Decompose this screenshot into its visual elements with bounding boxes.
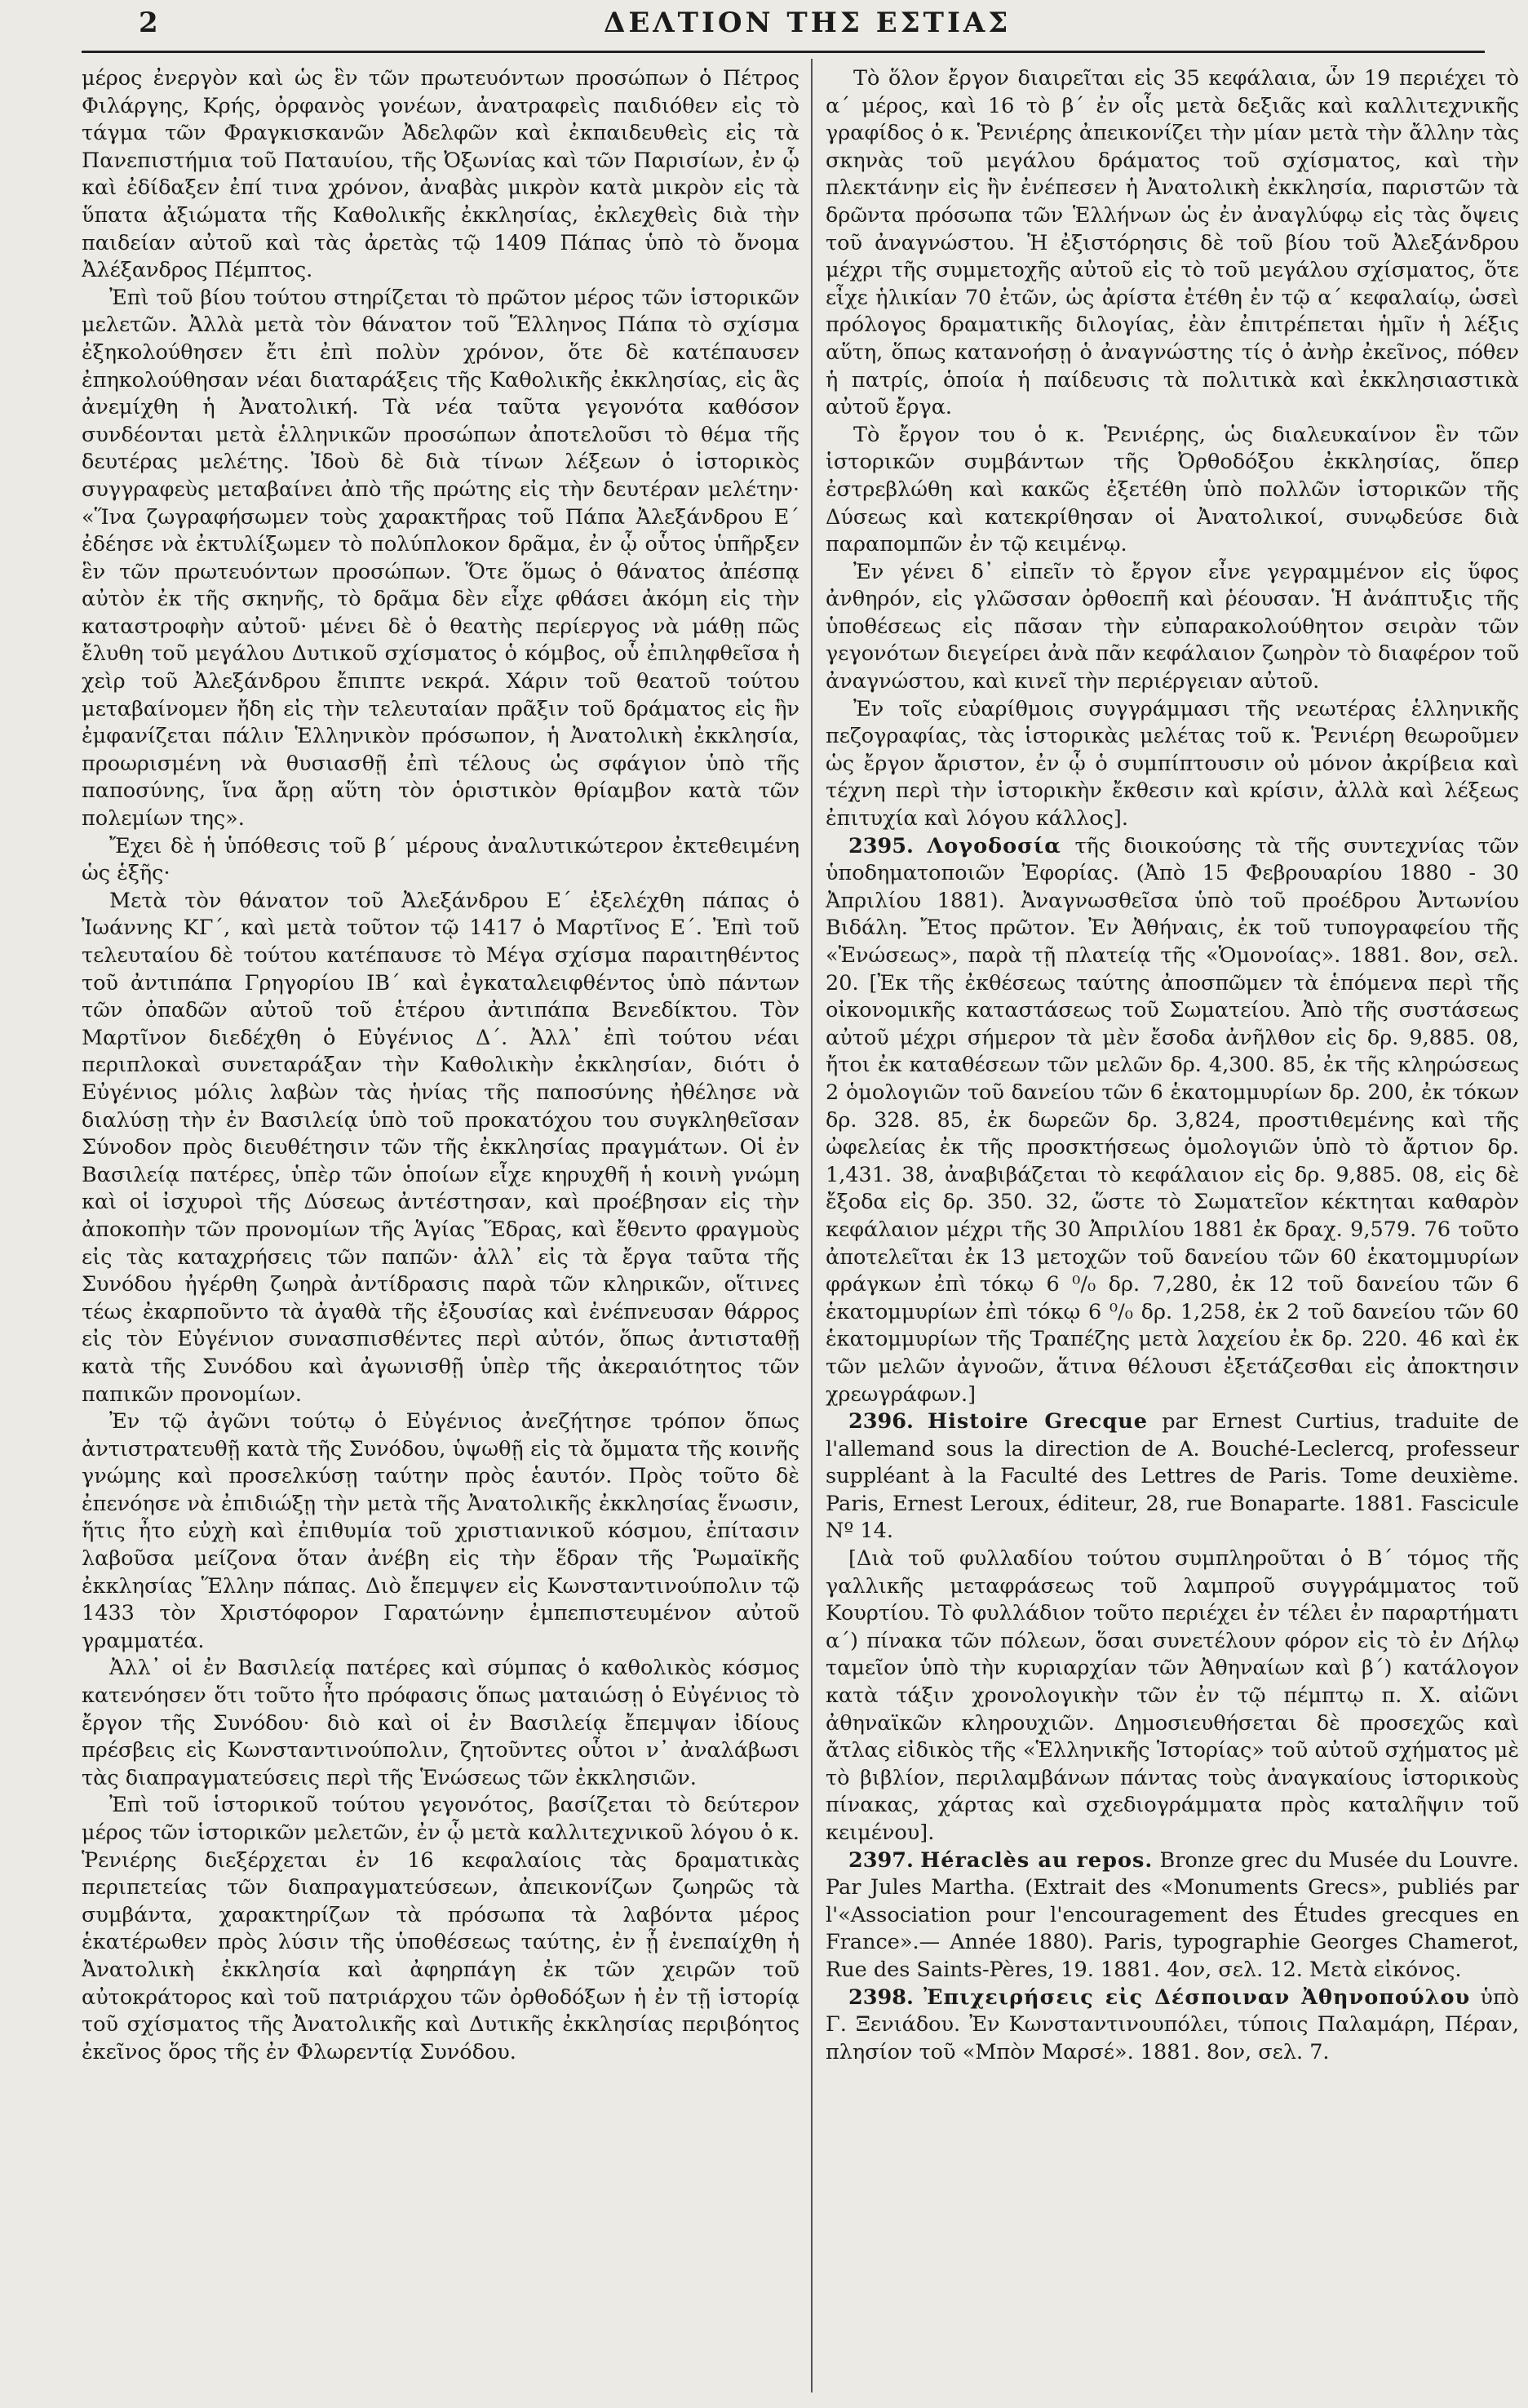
- bibliography-entry: [826, 1408, 1519, 1545]
- entry-title: Λογοδοσία: [927, 833, 1061, 858]
- entry-title: Ἐπιχειρήσεις εἰς Δέσποιναν Ἀθηνοπούλου: [923, 1984, 1471, 2010]
- paragraph: Ἐπὶ τοῦ ἱστορικοῦ τούτου γεγονότος, βασίζεται τὸ δεύτερον μέρος τῶν ἱστορικῶν μελετῶν, ἐν ᾧ μετὰ καλλιτεχνικοῦ λόγου ὁ κ. Ῥενιέρης διεξέρχεται ἐν 16 κεφαλαίοις τὰς δραματικὰς περιπετείας τῶν διαπραγματεύσεων, ἀπεικονίζων ζωηρῶς τὰ συμβάντα, χαρακτηρίζων τὰ πρόσωπα τὰ λαβόντα μέρος ἑκατέρωθεν πρὸς λύσιν τῆς ὑποθέσεως ταύτης, ἐν ᾗ ἐνεπαίχθη ἡ Ἀνατολικὴ ἐκκλησία καὶ ἀφηρπάγη ἐκ τῶν χειρῶν τοῦ αὐτοκράτορος καὶ τοῦ πατριάρχου τῶν ὀρθοδόξων ἡ ἐν τῇ ἱστορίᾳ τοῦ σχίσματος τῆς Ἀνατολικῆς καὶ Δυτικῆς ἐκκλησίας περιβόητος ἐκεῖνος ὅρος τῆς ἐν Φλωρεντίᾳ Συνόδου.: [82, 1793, 799, 2064]
- paragraph: Τὸ ὅλον ἔργον διαιρεῖται εἰς 35 κεφάλαια, ὧν 19 περιέχει τὸ α΄ μέρος, καὶ 16 τὸ β΄ ἐν οἷς μετὰ δεξιᾶς καὶ καλλιτεχνικῆς γραφίδος ὁ κ. Ῥενιέρης ἀπεικονίζει τὴν μίαν μετὰ τὴν ἄλλην τὰς σκηνὰς τοῦ μεγάλου δράματος τοῦ σχίσματος, καὶ τὴν πλεκτάνην εἰς ἣν ἐνέπεσεν ἡ Ἀνατολικὴ ἐκκλησία, παριστῶν τὰ δρῶντα πρόσωπα τῶν Ἑλλήνων ὡς ἐν ἀναγλύφῳ εἰς τὰς ὄψεις τοῦ ἀναγνώστου. Ἡ ἐξιστόρησις δὲ τοῦ βίου τοῦ Ἀλεξάνδρου μέχρι τῆς συμμετοχῆς αὐτοῦ εἰς τὸ τοῦ μεγάλου σχίσματος, ὅτε εἶχε ἡλικίαν 70 ἐτῶν, ὡς ἀρίστα ἐτέθη ἐν τῷ α΄ κεφαλαίῳ, ὡσεὶ πρόλογος δραματικῆς διλογίας, ἐὰν ἐπιτρέπεται ἡμῖν ἡ λέξις αὕτη, ὅπως κατανοήσῃ ὁ ἀναγνώστης τίς ὁ ἀνὴρ ἐκεῖνος, πόθεν ἡ πατρίς, ὁποία ἡ παίδευσις τὰ πολιτικὰ καὶ ἐκκλησιαστικὰ αὐτοῦ ἔργα.: [826, 66, 1519, 420]
- entry-body: par Ernest Curtius, traduite de l'allemand sous la direction de A. Bouché-Leclercq, professeur suppléant à la Faculté des Lettres de Paris. Tome deuxième. Paris, Ernest Leroux, éditeur, 28, rue Bonaparte. 1881. Fascicule Nº 14.: [826, 1409, 1519, 1544]
- bibliography-entry-note: [826, 1545, 1519, 1847]
- page-number: 2: [139, 7, 158, 39]
- entry-title: Histoire Grecque: [928, 1409, 1148, 1435]
- entry-number: 2396.: [848, 1409, 914, 1435]
- entry-title: Héraclès au repos.: [920, 1847, 1154, 1873]
- entry-number: 2395.: [848, 833, 914, 858]
- entry-number: 2397.: [848, 1847, 914, 1873]
- header-rule: [82, 51, 1485, 53]
- running-title: ΔΕΛΤΙΟΝ ΤΗΣ ΕΣΤΙΑΣ: [604, 7, 1012, 39]
- bibliography-entry: [826, 833, 1519, 1408]
- paragraph: μέρος ἐνεργὸν καὶ ὡς ἓν τῶν πρωτευόντων προσώπων ὁ Πέτρος Φιλάργης, Κρής, ὀρφανὸς γονέων, ἀνατραφεὶς παιδιόθεν εἰς τὸ τάγμα τῶν Φραγκισκανῶν Ἀδελφῶν καὶ ἐκπαιδευθεὶς εἰς τὰ Πανεπιστήμια τοῦ Παταυίου, τῆς Ὀξωνίας καὶ τῶν Παρισίων, ἐν ᾧ καὶ ἐδίδαξεν ἐπί τινα χρόνον, ἀναβὰς μικρὸν κατὰ μικρὸν εἰς τὰ ὕπατα ἀξιώματα τῆς Καθολικῆς ἐκκλησίας, ἐκλεχθεὶς διὰ τὴν παιδείαν αὐτοῦ καὶ τὰς ἀρετὰς τῷ 1409 Πάπας ὑπὸ τὸ ὄνομα Ἀλέξανδρος Πέμπτος.: [82, 66, 799, 283]
- entry-body: [Διὰ τοῦ φυλλαδίου τούτου συμπληροῦται ὁ Β΄ τόμος τῆς γαλλικῆς μεταφράσεως τοῦ λαμπροῦ συγγράμματος τοῦ Κουρτίου. Τὸ φυλλάδιον τοῦτο περιέχει ἐν τέλει ἐν παραρτήματι α΄) πίνακα τῶν πόλεων, ὅσαι συνετέλουν φόρον εἰς τὸ ἐν Δήλῳ ταμεῖον ὑπὸ τὴν κυριαρχίαν τῶν Ἀθηναίων καὶ β΄) κατάλογον κατὰ τάξιν χρονολογικὴν τῶν ἐν τῷ πέμπτῳ π. Χ. αἰῶνι ἀθηναϊκῶν κληρουχιῶν. Δημοσιευθήσεται δὲ προσεχῶς καὶ ἄτλας εἰδικὸς τῆς «Ἑλληνικῆς Ἱστορίας» τοῦ αὐτοῦ σχήματος μὲ τὸ βιβλίον, περιλαμβάνων πάντας τοὺς ἀναγκαίους ἱστορικοὺς πίνακας, χάρτας καὶ σχεδιογράμματα πρὸς καταλῆψιν τοῦ κειμένου].: [826, 1546, 1519, 1845]
- entry-body: ὑπὸ Γ. Ξενιάδου. Ἐν Κωνσταντινουπόλει, τύποις Παλαμάρη, Πέραν, πλησίον τοῦ «Μπὸν Μαρσέ». 1881. 8ον, σελ. 7.: [826, 1984, 1519, 2064]
- bibliography-entry: [826, 1847, 1519, 1984]
- paragraph: Ἐν γένει δ᾽ εἰπεῖν τὸ ἔργον εἶνε γεγραμμένον εἰς ὕφος ἀνθηρόν, εἰς γλῶσσαν ὀρθοεπῆ καὶ ῥέουσαν. Ἡ ἀνάπτυξις τῆς ὑποθέσεως εἰς πᾶσαν τὴν εὐπαρακολούθητον σειρὰν τῶν γεγονότων διεγείρει ἀνὰ πᾶν κεφάλαιον ζωηρὸν τὸ διαφέρον τοῦ ἀναγνώστου, καὶ κινεῖ τὴν περιέργειαν αὐτοῦ.: [826, 559, 1519, 694]
- left-column: [82, 65, 799, 2391]
- paragraph: Τὸ ἔργον του ὁ κ. Ῥενιέρης, ὡς διαλευκαίνον ἓν τῶν ἱστορικῶν συμβάντων τῆς Ὀρθοδόξου ἐκκλησίας, ὅπερ ἐστρεβλώθη καὶ κακῶς ἐξετέθη ὑπὸ πολλῶν ἱστορικῶν τῆς Δύσεως καὶ κατεκρίθησαν οἱ Ἀνατολικοί, συνῳδεύσε διὰ παραπομπῶν ἐν τῷ κειμένῳ.: [826, 422, 1519, 557]
- column-divider: [811, 59, 813, 2392]
- entry-body: τῆς διοικούσης τὰ τῆς συντεχνίας τῶν ὑποδηματοποιῶν Ἐφορίας. (Ἀπὸ 15 Φεβρουαρίου 1880 - 30 Ἀπριλίου 1881). Ἀναγνωσθεῖσα ὑπὸ τοῦ προέδρου Ἀντωνίου Βιδάλη. Ἔτος πρῶτον. Ἐν Ἀθήναις, ἐκ τοῦ τυπογραφείου τῆς «Ἑνώσεως», παρὰ τῇ πλατείᾳ τῆς «Ὁμονοίας». 1881. 8ον, σελ. 20. [Ἐκ τῆς ἐκθέσεως ταύτης ἀποσπῶμεν τὰ ἑπόμενα περὶ τῆς οἰκονομικῆς καταστάσεως τοῦ Σωματείου. Ἀπὸ τῆς συστάσεως αὐτοῦ μέχρι σήμερον τὰ μὲν ἔσοδα ἀνῆλθον εἰς δρ. 9,885. 08, ἤτοι ἐκ καταθέσεων τῶν μελῶν δρ. 4,300. 85, ἐκ τῆς κληρώσεως 2 ὁμολογιῶν τοῦ δανείου τῶν 6 ἑκατομμυρίων δρ. 200, ἐκ τόκων δρ. 328. 85, ἐκ δωρεῶν δρ. 3,824, προστιθεμένης καὶ τῆς ὠφελείας ἐκ τῆς προσκτήσεως ὁμολογιῶν ὑπὸ τὸ ἄρτιον δρ. 1,431. 38, ἀναβιβάζεται τὸ κεφάλαιον εἰς δρ. 9,885. 08, εἰς δὲ ἔξοδα εἰς δρ. 350. 32, ὥστε τὸ Σωματεῖον κέκτηται καθαρὸν κεφάλαιον μέχρι τῆς 30 Ἀπριλίου 1881 ἐκ δραχ. 9,579. 76 τοῦτο ἀποτελεῖται ἐκ 13 μετοχῶν τοῦ δανείου τῶν 60 ἑκατομμυρίων φράγκων ἐπὶ τόκῳ 6 ⁰/₀ δρ. 7,280, ἐκ 12 τοῦ δανείου τῶν 6 ἑκατομμυρίων ἐπὶ τόκῳ 6 ⁰/₀ δρ. 1,258, ἐκ 2 τοῦ δανείου τῶν 60 ἑκατομμυρίων τῆς Τραπέζης μετὰ λαχείου ἐκ δρ. 220. 46 καὶ ἐκ τῶν μελῶν ἀγνοῶν, ἅτινα θέλουσι ἐξετάζεσθαι εἰς ἀποκτησιν χρεωγράφων.]: [826, 833, 1519, 1407]
- paragraph: Ἔχει δὲ ἡ ὑπόθεσις τοῦ β΄ μέρους ἀναλυτικώτερον ἐκτεθειμένη ὡς ἑξῆς·: [82, 833, 799, 886]
- entry-body: Bronze grec du Musée du Louvre. Par Jules Martha. (Extrait des «Monuments Grecs», publiés par l'«Association pour l'encouragement des Études grecques en France».— Année 1880). Paris, typographie Georges Chamerot, Rue des Saints-Pères, 19. 1881. 4ον, σελ. 12. Μετὰ εἰκόνος.: [826, 1847, 1519, 1982]
- right-column: [826, 65, 1519, 2391]
- paragraph: Ἐπὶ τοῦ βίου τούτου στηρίζεται τὸ πρῶτον μέρος τῶν ἱστορικῶν μελετῶν. Ἀλλὰ μετὰ τὸν θάνατον τοῦ Ἕλληνος Πάπα τὸ σχίσμα ἐξηκολούθησεν ἔτι ἐπὶ πολὺν χρόνον, ὅτε δὲ κατέπαυσεν ἐπηκολούθησαν νέαι διαταράξεις τῆς Καθολικῆς ἐκκλησίας, εἰς ἃς ἀνεμίχθη ἡ Ἀνατολική. Τὰ νέα ταῦτα γεγονότα καθόσον συνδέονται μετὰ ἑλληνικῶν προσώπων ἀποτελοῦσι τὸ θέμα τῆς δευτέρας μελέτης. Ἰδοὺ δὲ διὰ τίνων λέξεων ὁ ἱστορικὸς συγγραφεὺς μεταβαίνει ἀπὸ τῆς πρώτης εἰς τὴν δευτέραν μελέτην· «Ἵνα ζωγραφήσωμεν τοὺς χαρακτῆρας τοῦ Πάπα Ἀλεξάνδρου Ε΄ ἐδέησε νὰ ἐκτυλίξωμεν τὸ πολύπλοκον δρᾶμα, ἐν ᾧ οὗτος ὑπῆρξεν ἓν τῶν πρωτευόντων προσώπων. Ὅτε ὅμως ὁ θάνατος ἀπέσπᾳ αὐτὸν ἐκ τῆς σκηνῆς, τὸ δρᾶμα δὲν εἶχε φθάσει ἀκόμη εἰς τὴν καταστροφὴν αὐτοῦ· μένει δὲ ὁ θεατὴς περίεργος νὰ μάθῃ πῶς ἔλυθη τοῦ μεγάλου Δυτικοῦ σχίσματος ὁ κόμβος, οὗ ἐπιληφθεῖσα ἡ χεὶρ τοῦ Ἀλεξάνδρου ἔπιπτε νεκρά. Χάριν τοῦ θεατοῦ τούτου μεταβαίνομεν ἤδη εἰς τὴν τελευταίαν πρᾶξιν τοῦ δράματος εἰς ἣν ἐμφανίζεται πάλιν Ἑλληνικὸν πρόσωπον, ἡ Ἀνατολικὴ ἐκκλησία, προωρισμένη νὰ θυσιασθῇ ἐπὶ τέλους ὡς σφάγιον ὑπὸ τῆς παποσύνης, ἵνα ἄρῃ αὕτη τὸν ὁριστικὸν θρίαμβον κατὰ τῶν πολεμίων της».: [82, 285, 799, 831]
- paragraph: Ἐν τοῖς εὐαρίθμοις συγγράμμασι τῆς νεωτέρας ἑλληνικῆς πεζογραφίας, τὰς ἱστορικὰς μελέτας τοῦ κ. Ῥενιέρη θεωροῦμεν ὡς ἔργον ἄριστον, ἐν ᾧ ὁ συμπίπτουσιν οὐ μόνον ἀκρίβεια καὶ τέχνη περὶ τὴν ἱστορικὴν ἔκθεσιν καὶ κρίσιν, ἀλλὰ καὶ λέξεως ἐπιτυχία καὶ λόγου κάλλος].: [826, 696, 1519, 831]
- paragraph: Μετὰ τὸν θάνατον τοῦ Ἀλεξάνδρου Ε΄ ἐξελέχθη πάπας ὁ Ἰωάννης ΚΓ΄, καὶ μετὰ τοῦτον τῷ 1417 ὁ Μαρτῖνος Ε΄. Ἐπὶ τοῦ τελευταίου δὲ τούτου κατέπαυσε τὸ Μέγα σχίσμα παραιτηθέντος τοῦ ἀντιπάπα Γρηγορίου ΙΒ΄ καὶ ἐγκαταλειφθέντος ὑπὸ πάντων τῶν ὀπαδῶν αὐτοῦ τοῦ ἑτέρου ἀντιπάπα Βενεδίκτου. Τὸν Μαρτῖνον διεδέχθη ὁ Εὐγένιος Δ΄. Ἀλλ᾽ ἐπὶ τούτου νέαι περιπλοκαὶ συνεταράξαν τὴν Καθολικὴν ἐκκλησίαν, διότι ὁ Εὐγένιος μόλις λαβὼν τὰς ἡνίας τῆς παποσύνης ἠθέλησε νὰ διαλύσῃ τὴν ἐν Βασιλείᾳ ὑπὸ τοῦ προκατόχου του συγκληθεῖσαν Σύνοδον πρὸς διευθέτησιν τῶν τῆς ἐκκλησίας πραγμάτων. Οἱ ἐν Βασιλείᾳ πατέρες, ὑπὲρ τῶν ὁποίων εἶχε κηρυχθῆ ἡ κοινὴ γνώμη καὶ οἱ ἰσχυροὶ τῆς Δύσεως ἀντέστησαν, καὶ προέβησαν εἰς τὴν ἀποκοπὴν τῶν προνομίων τῆς Ἁγίας Ἕδρας, καὶ ἔθεντο φραγμοὺς εἰς τὰς καταχρήσεις τῶν παπῶν· ἀλλ᾽ εἰς τὰ ἔργα ταῦτα τῆς Συνόδου ἠγέρθη ζωηρὰ ἀντίδρασις παρὰ τῶν κληρικῶν, οἵτινες τέως ἐκαρποῦντο τὰ ἀγαθὰ τῆς ἐξουσίας καὶ ἐνέπνευσαν θάρρος εἰς τὸν Εὐγένιον συνασπισθέντες περὶ αὐτόν, ὅπως ἀντισταθῇ κατὰ τῆς Συνόδου καὶ ἀγωνισθῇ ὑπὲρ τῆς ἀκεραιότητος τῶν παπικῶν προνομίων.: [82, 888, 799, 1407]
- page-header: [0, 0, 1528, 49]
- paragraph: Ἐν τῷ ἀγῶνι τούτῳ ὁ Εὐγένιος ἀνεζήτησε τρόπον ὅπως ἀντιστρατευθῇ κατὰ τῆς Συνόδου, ὑψωθῇ εἰς τὰ ὄμματα τῆς κοινῆς γνώμης καὶ προσελκύσῃ ταύτην πρὸς ἑαυτόν. Πρὸς τοῦτο δὲ ἐπενόησε νὰ ἐπιδιώξῃ τὴν μετὰ τῆς Ἀνατολικῆς ἐκκλησίας ἕνωσιν, ἥτις ἦτο εὐχὴ καὶ ἐπιθυμία τοῦ χριστιανικοῦ κόσμου, ἐπίτασιν λαβοῦσα μείζονα ὅταν ἀνέβη εἰς τὴν ἕδραν τῆς Ῥωμαϊκῆς ἐκκλησίας Ἕλλην πάπας. Διὸ ἔπεμψεν εἰς Κωνσταντινούπολιν τῷ 1433 τὸν Χριστόφορον Γαρατώνην ἐμπεπιστευμένον αὐτοῦ γραμματέα.: [82, 1409, 799, 1653]
- entry-number: 2398.: [848, 1984, 914, 2010]
- paragraph: Ἀλλ᾽ οἱ ἐν Βασιλείᾳ πατέρες καὶ σύμπας ὁ καθολικὸς κόσμος κατενόησεν ὅτι τοῦτο ἦτο πρόφασις ὅπως ματαιώσῃ ὁ Εὐγένιος τὸ ἔργον τῆς Συνόδου· διὸ καὶ οἱ ἐν Βασιλείᾳ ἔπεμψαν ἰδίους πρέσβεις εἰς Κωνσταντινούπολιν, ζητοῦντες οὗτοι ν᾽ ἀναλάβωσι τὰς διαπραγματεύσεις περὶ τῆς Ἑνώσεως τῶν ἐκκλησιῶν.: [82, 1656, 799, 1790]
- bibliography-entry: [826, 1984, 1519, 2067]
